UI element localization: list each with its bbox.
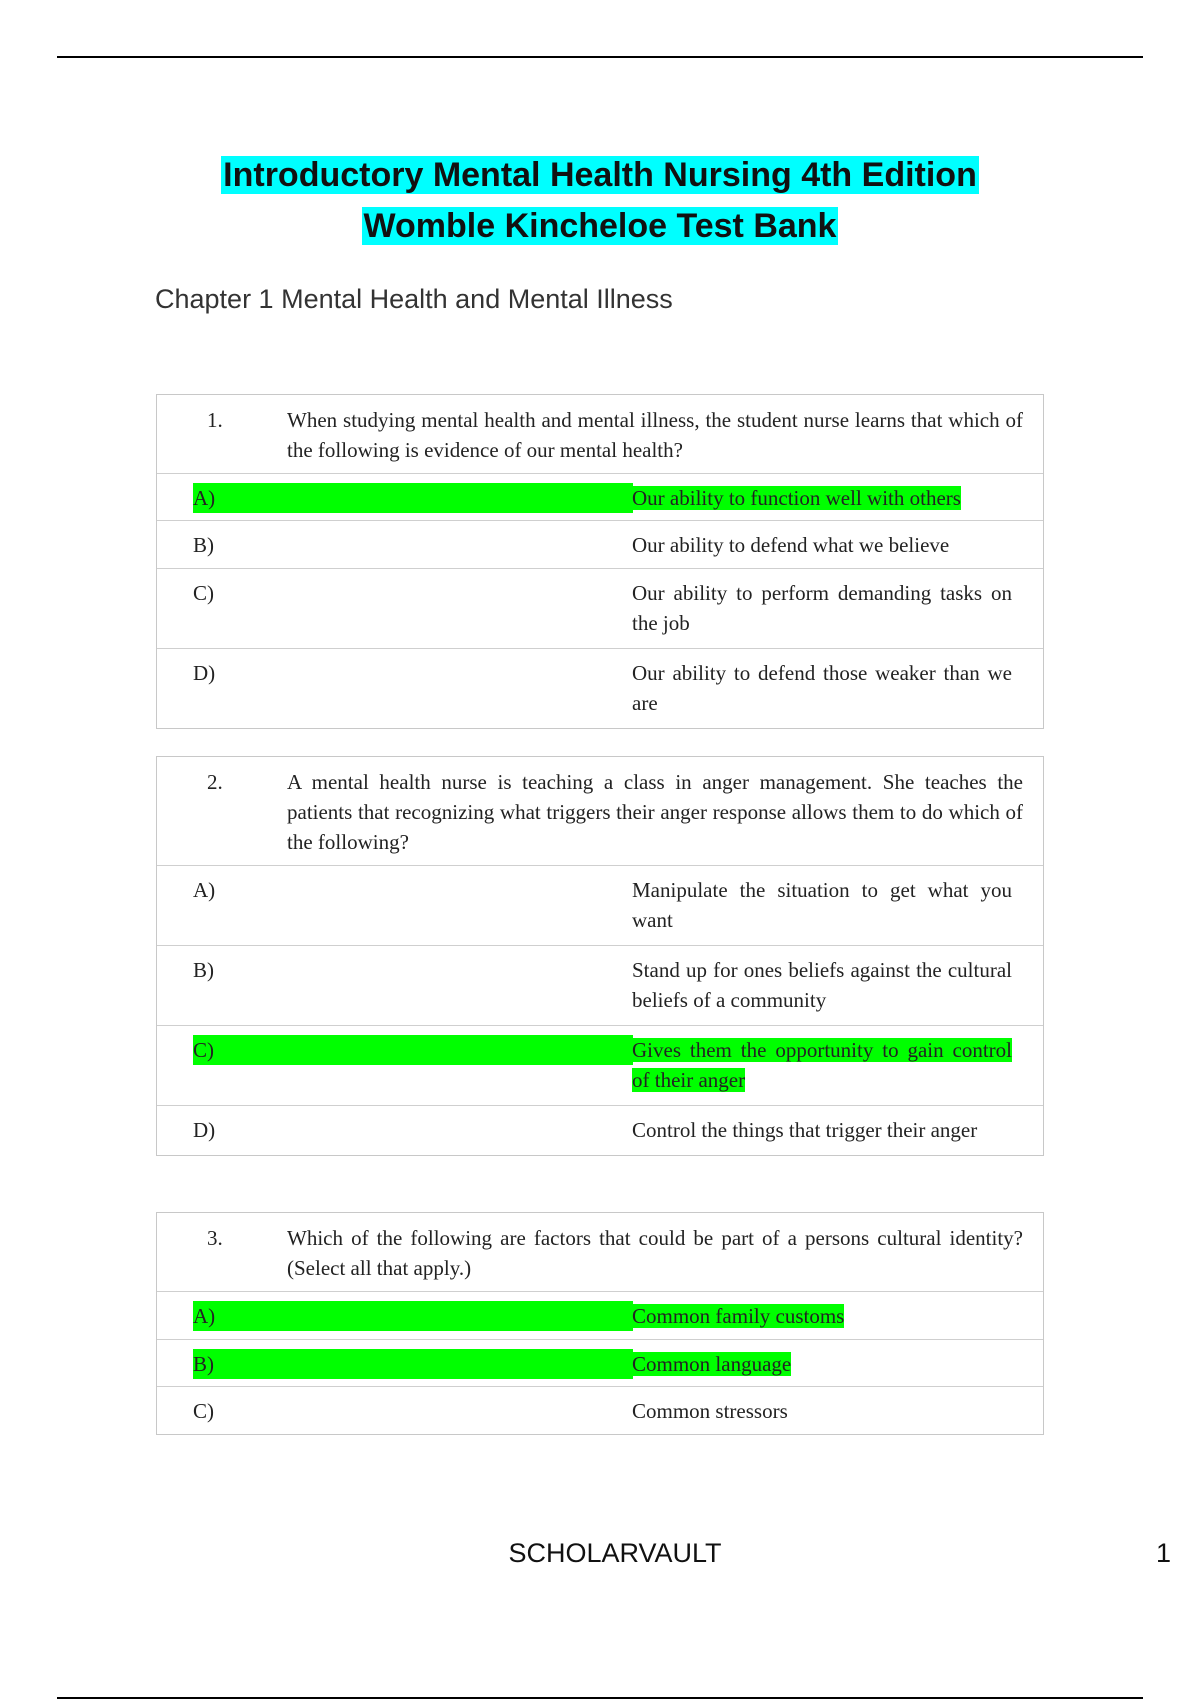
option-row (157, 474, 1043, 521)
document-title (0, 150, 1200, 252)
option-text: Common language (632, 1352, 792, 1376)
question-stem: Which of the following are factors that could be part of a persons cultural identity? (Select all that apply.) (287, 1226, 1023, 1280)
highlight-bar (193, 1349, 633, 1379)
bottom-rule (57, 1697, 1143, 1699)
option-letter: B) (193, 533, 214, 557)
option-row (157, 1340, 1043, 1387)
chapter-heading: Chapter 1 Mental Health and Mental Illness (155, 284, 673, 314)
question-header (157, 757, 1043, 866)
question-stem: When studying mental health and mental illness, the student nurse learns that which of the following is evidence of our mental health? (287, 408, 1023, 462)
option-letter: C) (193, 581, 214, 605)
option-text: Our ability to function well with others (632, 486, 961, 510)
option-letter: D) (193, 661, 216, 685)
option-letter: A) (193, 483, 215, 513)
question-box-2 (156, 756, 1044, 1156)
option-row (157, 521, 1043, 569)
footer-brand: SCHOLARVAULT (508, 1538, 722, 1568)
page-number: 1 (1156, 1538, 1172, 1568)
option-row (157, 1292, 1043, 1340)
option-row (157, 649, 1043, 728)
option-letter: A) (193, 1301, 215, 1331)
option-text: Control the things that trigger their anger (632, 1118, 978, 1142)
option-row (157, 946, 1043, 1026)
option-row (157, 1387, 1043, 1434)
option-letter: C) (193, 1399, 214, 1423)
option-letter: B) (193, 1349, 214, 1379)
option-text: Our ability to perform demanding tasks on the job (632, 581, 1012, 635)
option-letter: A) (193, 878, 216, 902)
option-row (157, 1026, 1043, 1106)
question-number: 1. (207, 408, 223, 432)
title-line-1: Introductory Mental Health Nursing 4th Edition (223, 156, 977, 194)
question-box-1 (156, 394, 1044, 729)
question-header (157, 1213, 1043, 1292)
question-header (157, 395, 1043, 474)
option-letter: C) (193, 1035, 214, 1065)
highlight-bar (193, 1035, 633, 1065)
top-rule (57, 56, 1143, 58)
option-text: Stand up for ones beliefs against the cultural beliefs of a community (632, 958, 1012, 1012)
option-text: Our ability to defend what we believe (632, 533, 950, 557)
option-text: Manipulate the situation to get what you want (632, 878, 1012, 932)
highlight-bar (193, 483, 633, 513)
highlight-bar (193, 1301, 633, 1331)
option-letter: B) (193, 958, 214, 982)
question-box-3 (156, 1212, 1044, 1435)
option-row (157, 866, 1043, 946)
question-number: 3. (207, 1226, 223, 1250)
option-text: Common stressors (632, 1399, 788, 1423)
title-line-2: Womble Kincheloe Test Bank (363, 207, 837, 245)
question-stem: A mental health nurse is teaching a class in anger management. She teaches the patients that recognizing what triggers their anger response allows them to do which of the following? (287, 770, 1023, 854)
option-row (157, 1106, 1043, 1155)
question-number: 2. (207, 770, 223, 794)
option-row (157, 569, 1043, 649)
option-text: Gives them the opportunity to gain control of their anger (632, 1038, 1012, 1092)
option-text: Our ability to defend those weaker than we are (632, 661, 1012, 715)
option-letter: D) (193, 1118, 216, 1142)
option-text: Common family customs (632, 1304, 845, 1328)
